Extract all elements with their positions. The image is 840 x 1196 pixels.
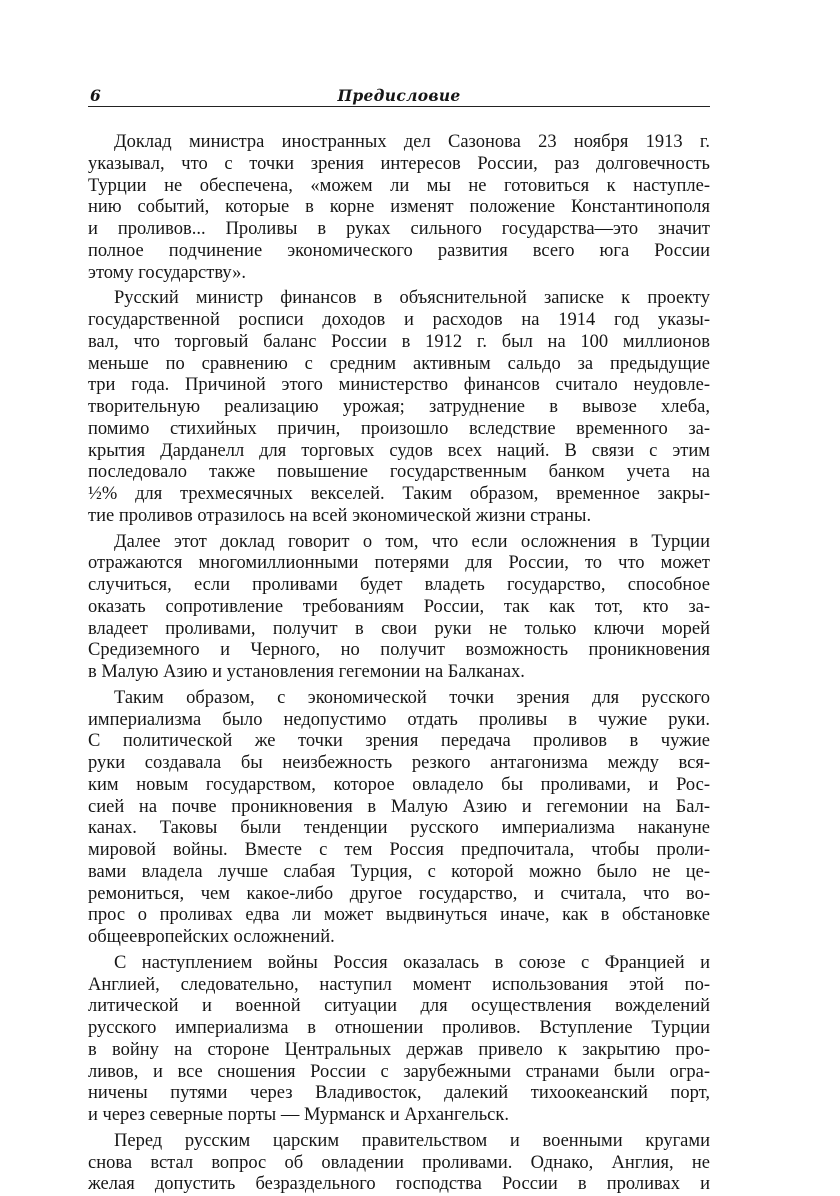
- text-line: руки создавала бы неизбежность резкого антагонизма между вся-: [88, 753, 710, 773]
- text-line: Далее этот доклад говорит о том, что если осложнения в Турции: [114, 531, 710, 552]
- text-line: Таким образом, с экономической точки зрения для русского: [114, 687, 710, 708]
- text-line: снова встал вопрос об овладении проливами. Однако, Англия, не: [88, 1152, 710, 1173]
- paragraph: [88, 688, 710, 949]
- text-line: Доклад министра иностранных дел Сазонова 23 ноября 1913 г.: [114, 132, 710, 152]
- text-line: в Малую Азию и установления гегемонии на Балканах.: [88, 662, 525, 682]
- text-line: и через северные порты — Мурманск и Архангельск.: [88, 1105, 510, 1125]
- text-line: желая допустить безраздельного господства России в проливах и: [88, 1174, 710, 1195]
- text-line: русского империализма в отношении проливов. Вступление Турции: [88, 1018, 710, 1038]
- text-line: С наступлением войны Россия оказалась в союзе с Францией и: [114, 952, 710, 973]
- running-header: [88, 82, 710, 107]
- text-line: и проливов... Проливы в руках сильного государства—это значит: [88, 219, 710, 239]
- text-line: литической и военной ситуации для осуществления вожделений: [88, 996, 710, 1017]
- text-line: Перед русским царским правительством и военными кругами: [114, 1130, 710, 1151]
- text-line: вами владела лучше слабая Турция, с которой можно было не це-: [88, 861, 710, 882]
- text-line: помимо стихийных причин, произошло вследствие временного за-: [88, 418, 710, 439]
- text-line: владеет проливами, получит в свои руки не только ключи морей: [88, 618, 710, 639]
- text-line: С политической же точки зрения передача проливов в чужие: [88, 731, 710, 752]
- paragraph: [88, 288, 710, 527]
- text-line: ким новым государством, которое овладело бы проливами, и Рос-: [88, 774, 710, 795]
- body-text: [88, 132, 710, 1196]
- text-line: ремониться, чем какое-либо другое государство, и считала, что во-: [88, 883, 710, 904]
- text-line: канах. Таковы были тенденции русского империализма накануне: [88, 818, 710, 839]
- paragraph: [88, 132, 710, 284]
- text-line: империализма было недопустимо отдать проливы в чужие руки.: [88, 709, 710, 730]
- text-line: отражаются многомиллионными потерями для России, то что может: [88, 553, 710, 574]
- text-line: прос о проливах едва ли может выдвинуться иначе, как в обстановке: [88, 905, 710, 926]
- text-line: меньше по сравнению с средним активным сальдо за предыдущие: [88, 353, 710, 374]
- text-line: три года. Причиной этого министерство финансов считало неудовле-: [88, 375, 710, 396]
- chapter-title: Предисловие: [337, 86, 461, 105]
- text-line: Русский министр финансов в объяснительной записке к проекту: [114, 288, 710, 309]
- text-line: крытия Дарданелл для торговых судов всех наций. В связи с этим: [88, 440, 710, 461]
- text-line: тие проливов отразилось на всей экономической жизни страны.: [88, 505, 592, 526]
- text-line: общеевропейских осложнений.: [88, 927, 335, 947]
- text-line: государственной росписи доходов и расходов на 1914 год указы-: [88, 310, 710, 330]
- text-line: оказать сопротивление требованиям России, так как тот, кто за-: [88, 596, 710, 617]
- text-line: сией на почве проникновения в Малую Азию и гегемонии на Бал-: [88, 796, 710, 817]
- text-line: в войну на стороне Центральных держав привело к закрытию про-: [88, 1039, 710, 1060]
- text-line: вал, что торговый баланс России в 1912 г. был на 100 миллионов: [88, 331, 710, 352]
- text-line: Турции не обеспечена, «можем ли мы не готовиться к наступле-: [88, 175, 710, 196]
- document-page: [88, 82, 710, 1196]
- text-line: ливов, и все сношения России с зарубежными странами были огра-: [88, 1061, 710, 1082]
- text-line: полное подчинение экономического развития всего юга России: [88, 240, 710, 261]
- text-line: последовало также повышение государственным банком учета на: [88, 462, 710, 483]
- text-line: этому государству».: [88, 262, 247, 283]
- text-line: Средиземного и Черного, но получит возможность проникновения: [88, 640, 710, 661]
- text-line: ½% для трехмесячных векселей. Таким образом, временное закры-: [88, 484, 710, 504]
- text-line: Англией, следовательно, наступил момент использования этой по-: [88, 974, 710, 995]
- page-number: 6: [90, 86, 101, 105]
- text-line: ничены путями через Владивосток, далекий тихоокеанский порт,: [88, 1083, 710, 1104]
- paragraph: [88, 953, 710, 1127]
- text-line: нию событий, которые в корне изменят положение Константинополя: [88, 197, 710, 218]
- paragraph: [88, 532, 710, 684]
- text-line: случиться, если проливами будет владеть государство, способное: [88, 575, 710, 595]
- text-line: творительную реализацию урожая; затруднение в вывозе хлеба,: [88, 397, 710, 417]
- text-line: мировой войны. Вместе с тем Россия предпочитала, чтобы проли-: [88, 840, 710, 860]
- paragraph: [88, 1131, 710, 1196]
- text-line: указывал, что с точки зрения интересов России, раз долговечность: [88, 153, 710, 174]
